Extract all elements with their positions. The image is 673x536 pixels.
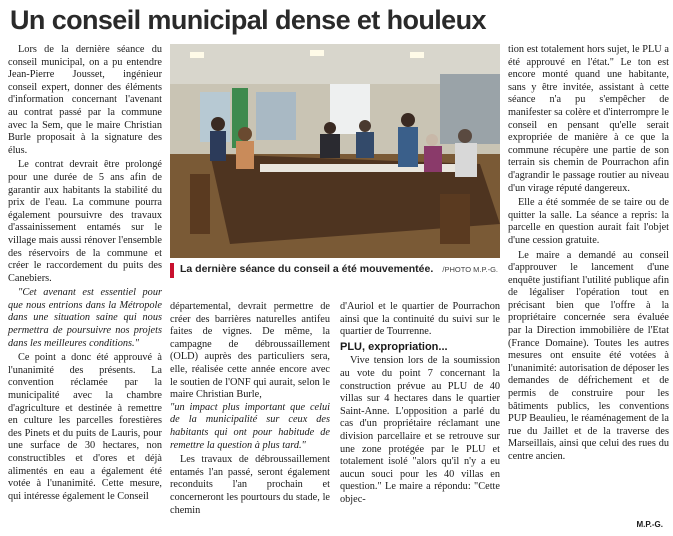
article-column-3	[340, 301, 500, 507]
paragraph: Ce point a donc été approuvé à l'unanimité des présents. La convention réclamée par la municipalité avec la chambre d'agriculture et destinée à remettre en culture les parcelles forestières des Pinets et du puits de Lauris, pour une surface de 30 hectares, non constructibles et d'ores et déjà alimentés en eau a également été votée à l'unanimité. Cette mesure, qui intéresse également le Conseil	[8, 352, 162, 502]
caption-accent-bar	[170, 263, 174, 278]
paragraph: Le maire a demandé au conseil d'approuver le lancement d'une enquête justifiant l'utilité publique afin de légaliser l'opération tout en précisant bien que l'offre à la propriétaire concernée sera évaluée par la Direction immobilière de l'Etat (France Domaine). Toutes les autres mesures ont ensuite été votées à l'unanimité: autorisation de déposer les demandes de défrichement et de permis de construire pour les bâtiments publics, les conventions PUP Beaulieu, le réaménagement de la rue du Jaillet et de la traverse des Marseillais, ainsi que celui des rues du centre ancien.	[508, 249, 669, 462]
article-column-1	[8, 44, 162, 503]
photo-caption	[170, 261, 500, 297]
caption-text: La dernière séance du conseil a été mouvementée.	[180, 263, 434, 275]
quote-paragraph: "un impact plus important que celui de la municipalité sur ceux des habitants qui ont pour habitude de remettre la question à plus tard."	[170, 401, 330, 451]
author-signature: M.P.-G.	[636, 520, 663, 529]
council-meeting-photo	[170, 44, 500, 258]
photo-illustration	[170, 44, 500, 258]
section-subhead: PLU, expropriation...	[340, 340, 448, 353]
headline: Un conseil municipal dense et houleux	[10, 5, 486, 35]
paragraph: départemental, devrait permettre de créer des barrières naturelles antifeu faites de vignes. De même, la campagne de débroussaillement (OLD) auprès des particuliers sera, elle, réalisée cette année encore avec le soutien de l'ONF qui aurait, selon le maire Christian Burle,	[170, 301, 330, 401]
paragraph: Lors de la dernière séance du conseil municipal, on a pu entendre Jean-Pierre Jousset, ingénieur conseil expert, donner des éléments d'information concernant l'avenant au contrat passé par la commune avec la Sem, que le maire Christian Burle proposait à la signature des élus.	[8, 44, 162, 156]
paragraph: d'Auriol et le quartier de Pourrachon ainsi que la continuité du suivi sur le quartier de Tourrenne.	[340, 301, 500, 338]
paragraph: tion est totalement hors sujet, le PLU a été approuvé en l'état." Le ton est encore monté quand une habitante, sans y être invitée, assistant à cette séance n'a pu s'empêcher de manifester sa colère et d'interrompre le conseil en pensant qu'elle serait expropriée de manière à ce que la commune récupère une partie de son terrain sis chemin de Pourrachon afin d'agrandir le passage routier au niveau d'un virage réputé dangereux.	[508, 44, 669, 194]
article-column-2	[170, 301, 330, 517]
paragraph: Les travaux de débroussaillement entamés l'an passé, seront également reconduits l'an prochain et concerneront les pourtours du stade, le chemin	[170, 454, 330, 516]
photo-credit: /PHOTO M.P.-G.	[442, 265, 498, 274]
paragraph: Le contrat devrait être prolongé pour une durée de 5 ans afin de garantir aux habitants la stabilité du prix de l'eau. La commune pourra également poursuivre des travaux d'assainissement entamés sur le village mais aussi rénover l'ensemble des réservoirs de la commune et créer le raccordement du puits des Canebiers.	[8, 159, 162, 284]
paragraph: Elle a été sommée de se taire ou de quitter la salle. La séance a repris: la parcelle en question aurait fait l'objet d'une cession gratuite.	[508, 197, 669, 246]
paragraph: Vive tension lors de la soumission au vote du point 7 concernant la construction prévue au PLU de 40 villas sur 4 hectares dans le quartier Saint-Anne. L'opposition a parlé du cas d'un propriétaire réclamant une division parcellaire et se retrouve sur une zone protégée par le PLU et totalement isolé "alors qu'il n'y a eu aucun souci pour les 40 villas en question." Le maire a répondu: "Cette objec-	[340, 355, 500, 505]
quote-paragraph: "Cet avenant est essentiel pour que nous entrions dans la Métropole dans une situation saine qui nous permettra de poursuivre nos projets dans les meilleures conditions."	[8, 287, 162, 349]
article-column-4	[508, 44, 669, 464]
